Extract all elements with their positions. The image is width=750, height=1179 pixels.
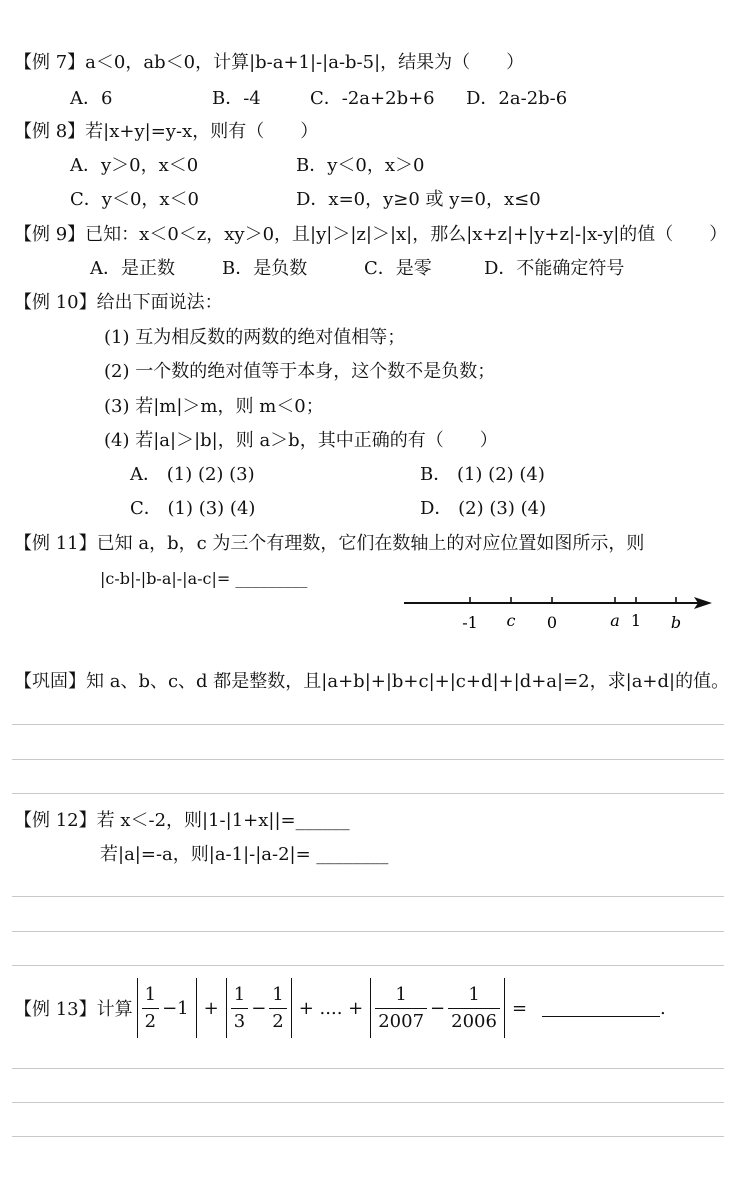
fraction bbox=[142, 982, 159, 1035]
ex13-equation bbox=[14, 978, 666, 1038]
period: . bbox=[660, 997, 666, 1019]
denominator: 2 bbox=[272, 1010, 284, 1032]
answer-blank[interactable] bbox=[542, 1000, 660, 1017]
ex10-option-c: C． (1) (3) (4) bbox=[130, 498, 256, 519]
ex8-stem: 【例 8】若|x+y|=y-x，则有（ ） bbox=[14, 121, 319, 142]
fraction bbox=[375, 982, 427, 1035]
ex8-option-c: C．y＜0，x＜0 bbox=[70, 189, 199, 210]
ex12-line-2: 若|a|=-a，则|a-1|-|a-2|= ________ bbox=[100, 844, 389, 865]
abs-bar bbox=[504, 978, 505, 1038]
numerator: 1 bbox=[269, 982, 286, 1009]
axis-label-a: a bbox=[610, 611, 620, 630]
answer-line bbox=[12, 1136, 724, 1137]
ex13-prefix: 【例 13】计算 bbox=[14, 999, 133, 1020]
plus-sign: + bbox=[203, 997, 219, 1019]
numerator: 1 bbox=[375, 982, 427, 1009]
ex10-stem: 【例 10】给出下面说法： bbox=[14, 292, 223, 313]
axis-label-0: 0 bbox=[546, 613, 558, 632]
abs-bar bbox=[291, 978, 292, 1038]
answer-line bbox=[12, 1068, 724, 1069]
ex8-option-b: B．y＜0，x＞0 bbox=[296, 155, 425, 176]
numerator: 1 bbox=[142, 982, 159, 1009]
fraction bbox=[269, 982, 286, 1035]
answer-line bbox=[12, 931, 724, 932]
ex9-option-b: B．是负数 bbox=[222, 258, 308, 279]
answer-line bbox=[12, 759, 724, 760]
ex10-option-b: B． (1) (2) (4) bbox=[420, 464, 545, 485]
answer-line bbox=[12, 896, 724, 897]
numerator: 1 bbox=[231, 982, 248, 1009]
fraction bbox=[448, 982, 500, 1035]
ex10-option-d: D． (2) (3) (4) bbox=[420, 498, 547, 519]
ex10-item-3: (3) 若|m|＞m，则 m＜0； bbox=[104, 396, 324, 417]
answer-line bbox=[12, 1102, 724, 1103]
axis-label-b: b bbox=[670, 613, 682, 632]
ex9-option-c: C．是零 bbox=[364, 258, 432, 279]
denominator: 3 bbox=[233, 1010, 246, 1032]
denominator: 2006 bbox=[451, 1010, 497, 1032]
answer-line bbox=[12, 724, 724, 725]
minus-sign: − bbox=[430, 997, 446, 1019]
answer-line bbox=[12, 965, 724, 966]
axis-label-1: 1 bbox=[630, 611, 642, 630]
ex8-option-a: A．y＞0，x＜0 bbox=[70, 155, 199, 176]
ex11-expression: |c-b|-|b-a|-|a-c|= _________ bbox=[100, 569, 308, 588]
denominator: 2 bbox=[144, 1010, 157, 1032]
ex7-option-c: C．-2a+2b+6 bbox=[310, 88, 435, 109]
answer-line bbox=[12, 793, 724, 794]
abs-bar bbox=[196, 978, 197, 1038]
equals-sign: = bbox=[511, 997, 528, 1019]
ex10-item-4: (4) 若|a|＞|b|，则 a＞b，其中正确的有（ ） bbox=[104, 430, 498, 451]
abs-bar bbox=[137, 978, 138, 1038]
ellipsis-sum: + .... + bbox=[298, 997, 364, 1019]
ex7-option-b: B．-4 bbox=[212, 88, 261, 109]
axis-label-minus-1: -1 bbox=[462, 613, 478, 632]
abs-bar bbox=[370, 978, 371, 1038]
numerator: 1 bbox=[448, 982, 500, 1009]
denominator: 2007 bbox=[378, 1010, 425, 1032]
ex9-option-d: D．不能确定符号 bbox=[484, 258, 625, 279]
minus-sign: − bbox=[251, 997, 267, 1019]
abs-bar bbox=[226, 978, 227, 1038]
minus-one: −1 bbox=[162, 997, 189, 1019]
ex9-option-a: A．是正数 bbox=[90, 258, 175, 279]
ex12-line-1: 【例 12】若 x＜-2，则|1-|1+x||=______ bbox=[14, 810, 350, 831]
ex8-option-d: D．x=0，y≥0 或 y=0，x≤0 bbox=[296, 189, 541, 210]
ex10-item-2: (2) 一个数的绝对值等于本身，这个数不是负数； bbox=[104, 361, 496, 382]
ex10-item-1: (1) 互为相反数的两数的绝对值相等； bbox=[104, 327, 406, 348]
ex7-option-d: D．2a-2b-6 bbox=[466, 88, 568, 109]
ex7-option-a: A．6 bbox=[70, 88, 113, 109]
ex10-option-a: A． (1) (2) (3) bbox=[130, 464, 255, 485]
number-line bbox=[400, 588, 720, 638]
ex11-stem: 【例 11】已知 a，b，c 为三个有理数，它们在数轴上的对应位置如图所示，则 bbox=[14, 533, 645, 554]
ex9-stem: 【例 9】已知：x＜0＜z，xy＞0，且|y|＞|z|＞|x|，那么|x+z|+|y+z|-|x-y|的值（ ） bbox=[14, 224, 728, 245]
axis-label-c: c bbox=[506, 611, 516, 630]
consolidate-stem: 【巩固】知 a、b、c、d 都是整数，且|a+b|+|b+c|+|c+d|+|d+a|=2，求|a+d|的值。 bbox=[14, 671, 730, 692]
ex7-stem: 【例 7】a＜0，ab＜0，计算|b-a+1|-|a-b-5|，结果为（ ） bbox=[14, 52, 525, 73]
fraction bbox=[231, 982, 248, 1035]
